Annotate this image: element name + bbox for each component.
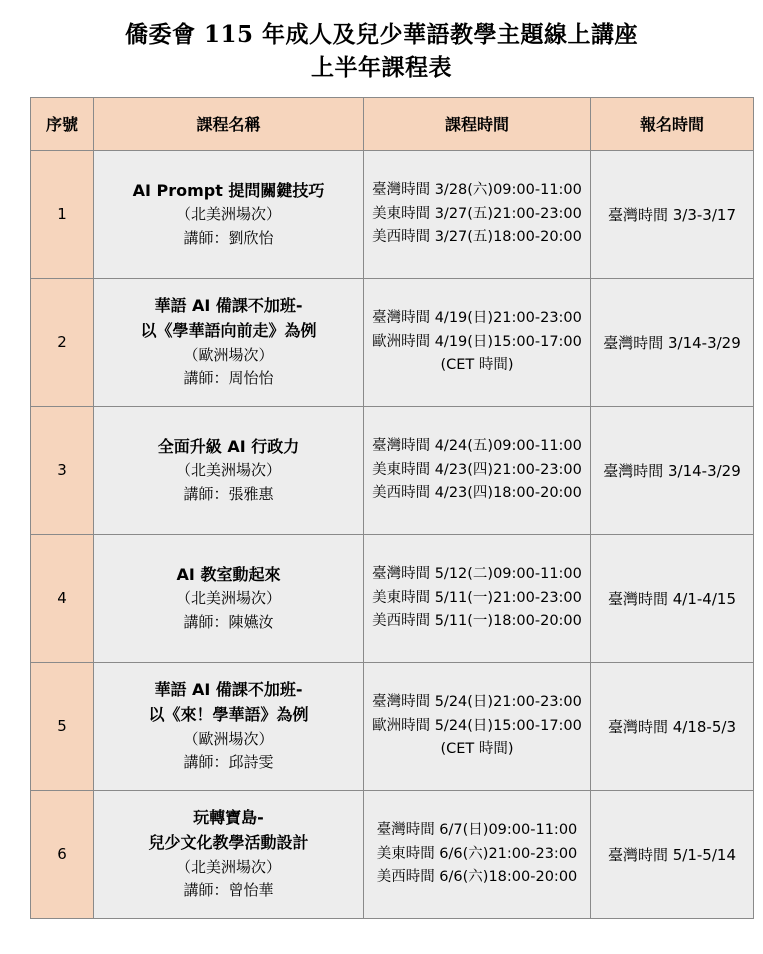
- header-no: 序號: [31, 97, 94, 150]
- course-title-2: 以《學華語向前走》為例: [140, 320, 317, 340]
- row-registration-time: 臺灣時間 3/14-3/29: [591, 406, 754, 534]
- title-line-2: 上半年課程表: [311, 54, 452, 82]
- table-row: [31, 278, 754, 406]
- course-lecturer: 講師：張雅惠: [183, 484, 274, 503]
- row-number: 4: [31, 534, 94, 662]
- course-time-line: 美西時間 6/6(六)18:00-20:00: [376, 868, 578, 885]
- course-time-line: 美西時間 5/11(一)18:00-20:00: [372, 612, 582, 629]
- course-session: （北美洲場次）: [175, 857, 281, 876]
- course-lecturer: 講師：邱詩雯: [183, 752, 274, 771]
- row-registration-time: 臺灣時間 4/18-5/3: [591, 662, 754, 790]
- course-time-line: 臺灣時間 5/24(日)21:00-23:00: [372, 694, 582, 711]
- course-title-2: 以《來！學華語》為例: [148, 704, 309, 724]
- row-registration-time: 臺灣時間 3/3-3/17: [591, 150, 754, 278]
- course-session: （歐洲場次）: [183, 345, 274, 364]
- row-course-name: [94, 406, 364, 534]
- course-time-line: 歐洲時間 4/19(日)15:00-17:00: [372, 333, 582, 350]
- course-time-line: 臺灣時間 3/28(六)09:00-11:00: [372, 182, 582, 199]
- row-registration-time: 臺灣時間 3/14-3/29: [591, 278, 754, 406]
- course-time-line: 臺灣時間 6/7(日)09:00-11:00: [376, 822, 578, 839]
- header-course-time: 課程時間: [364, 97, 591, 150]
- table-row: [31, 534, 754, 662]
- course-time-line: (CET 時間): [440, 356, 514, 373]
- course-session: （歐洲場次）: [183, 729, 274, 748]
- course-session: （北美洲場次）: [175, 461, 281, 480]
- course-time-line: 美東時間 5/11(一)21:00-23:00: [372, 589, 582, 606]
- table-header: [31, 97, 754, 150]
- row-course-time: [364, 534, 591, 662]
- course-time-line: 美西時間 4/23(四)18:00-20:00: [372, 484, 582, 501]
- table-row: [31, 790, 754, 918]
- table-row: [31, 150, 754, 278]
- row-registration-time: 臺灣時間 5/1-5/14: [591, 790, 754, 918]
- table-body: [31, 150, 754, 918]
- course-schedule-table: [30, 97, 754, 919]
- course-lecturer: 講師：曾怡華: [183, 880, 274, 899]
- header-registration-time: 報名時間: [591, 97, 754, 150]
- course-time-line: 美東時間 4/23(四)21:00-23:00: [372, 461, 582, 478]
- course-time-line: (CET 時間): [440, 740, 514, 757]
- course-lecturer: 講師：陳嬿汝: [183, 612, 274, 631]
- table-row: [31, 406, 754, 534]
- course-title: 華語 AI 備課不加班-: [154, 296, 303, 316]
- row-course-name: [94, 662, 364, 790]
- row-course-time: [364, 662, 591, 790]
- page-title: [30, 18, 733, 85]
- row-course-name: [94, 150, 364, 278]
- title-line-1: 僑委會 115 年成人及兒少華語教學主題線上講座: [124, 21, 639, 48]
- row-course-time: [364, 150, 591, 278]
- course-title: 全面升級 AI 行政力: [157, 436, 300, 456]
- table-row: [31, 662, 754, 790]
- row-course-time: [364, 278, 591, 406]
- course-session: （北美洲場次）: [175, 589, 281, 608]
- row-number: 6: [31, 790, 94, 918]
- table-header-row: [31, 97, 754, 150]
- row-number: 3: [31, 406, 94, 534]
- course-title: AI 教室動起來: [176, 564, 281, 584]
- course-title: 玩轉寶島-: [193, 808, 264, 828]
- row-course-name: [94, 534, 364, 662]
- course-time-line: 美東時間 6/6(六)21:00-23:00: [376, 845, 578, 862]
- course-time-line: 歐洲時間 5/24(日)15:00-17:00: [372, 717, 582, 734]
- row-course-time: [364, 790, 591, 918]
- course-time-line: 臺灣時間 4/19(日)21:00-23:00: [372, 310, 582, 327]
- header-course-name: 課程名稱: [94, 97, 364, 150]
- row-course-time: [364, 406, 591, 534]
- course-title: 華語 AI 備課不加班-: [154, 680, 303, 700]
- row-number: 2: [31, 278, 94, 406]
- course-title-2: 兒少文化教學活動設計: [148, 832, 309, 852]
- course-lecturer: 講師：劉欣怡: [183, 228, 274, 247]
- course-time-line: 臺灣時間 4/24(五)09:00-11:00: [372, 438, 582, 455]
- course-time-line: 美西時間 3/27(五)18:00-20:00: [372, 228, 582, 245]
- course-lecturer: 講師：周怡怡: [183, 368, 274, 387]
- course-title: AI Prompt 提問關鍵技巧: [132, 180, 325, 200]
- course-time-line: 臺灣時間 5/12(二)09:00-11:00: [372, 566, 582, 583]
- course-time-line: 美東時間 3/27(五)21:00-23:00: [372, 205, 582, 222]
- row-registration-time: 臺灣時間 4/1-4/15: [591, 534, 754, 662]
- row-course-name: [94, 278, 364, 406]
- row-number: 1: [31, 150, 94, 278]
- course-session: （北美洲場次）: [175, 205, 281, 224]
- row-number: 5: [31, 662, 94, 790]
- row-course-name: [94, 790, 364, 918]
